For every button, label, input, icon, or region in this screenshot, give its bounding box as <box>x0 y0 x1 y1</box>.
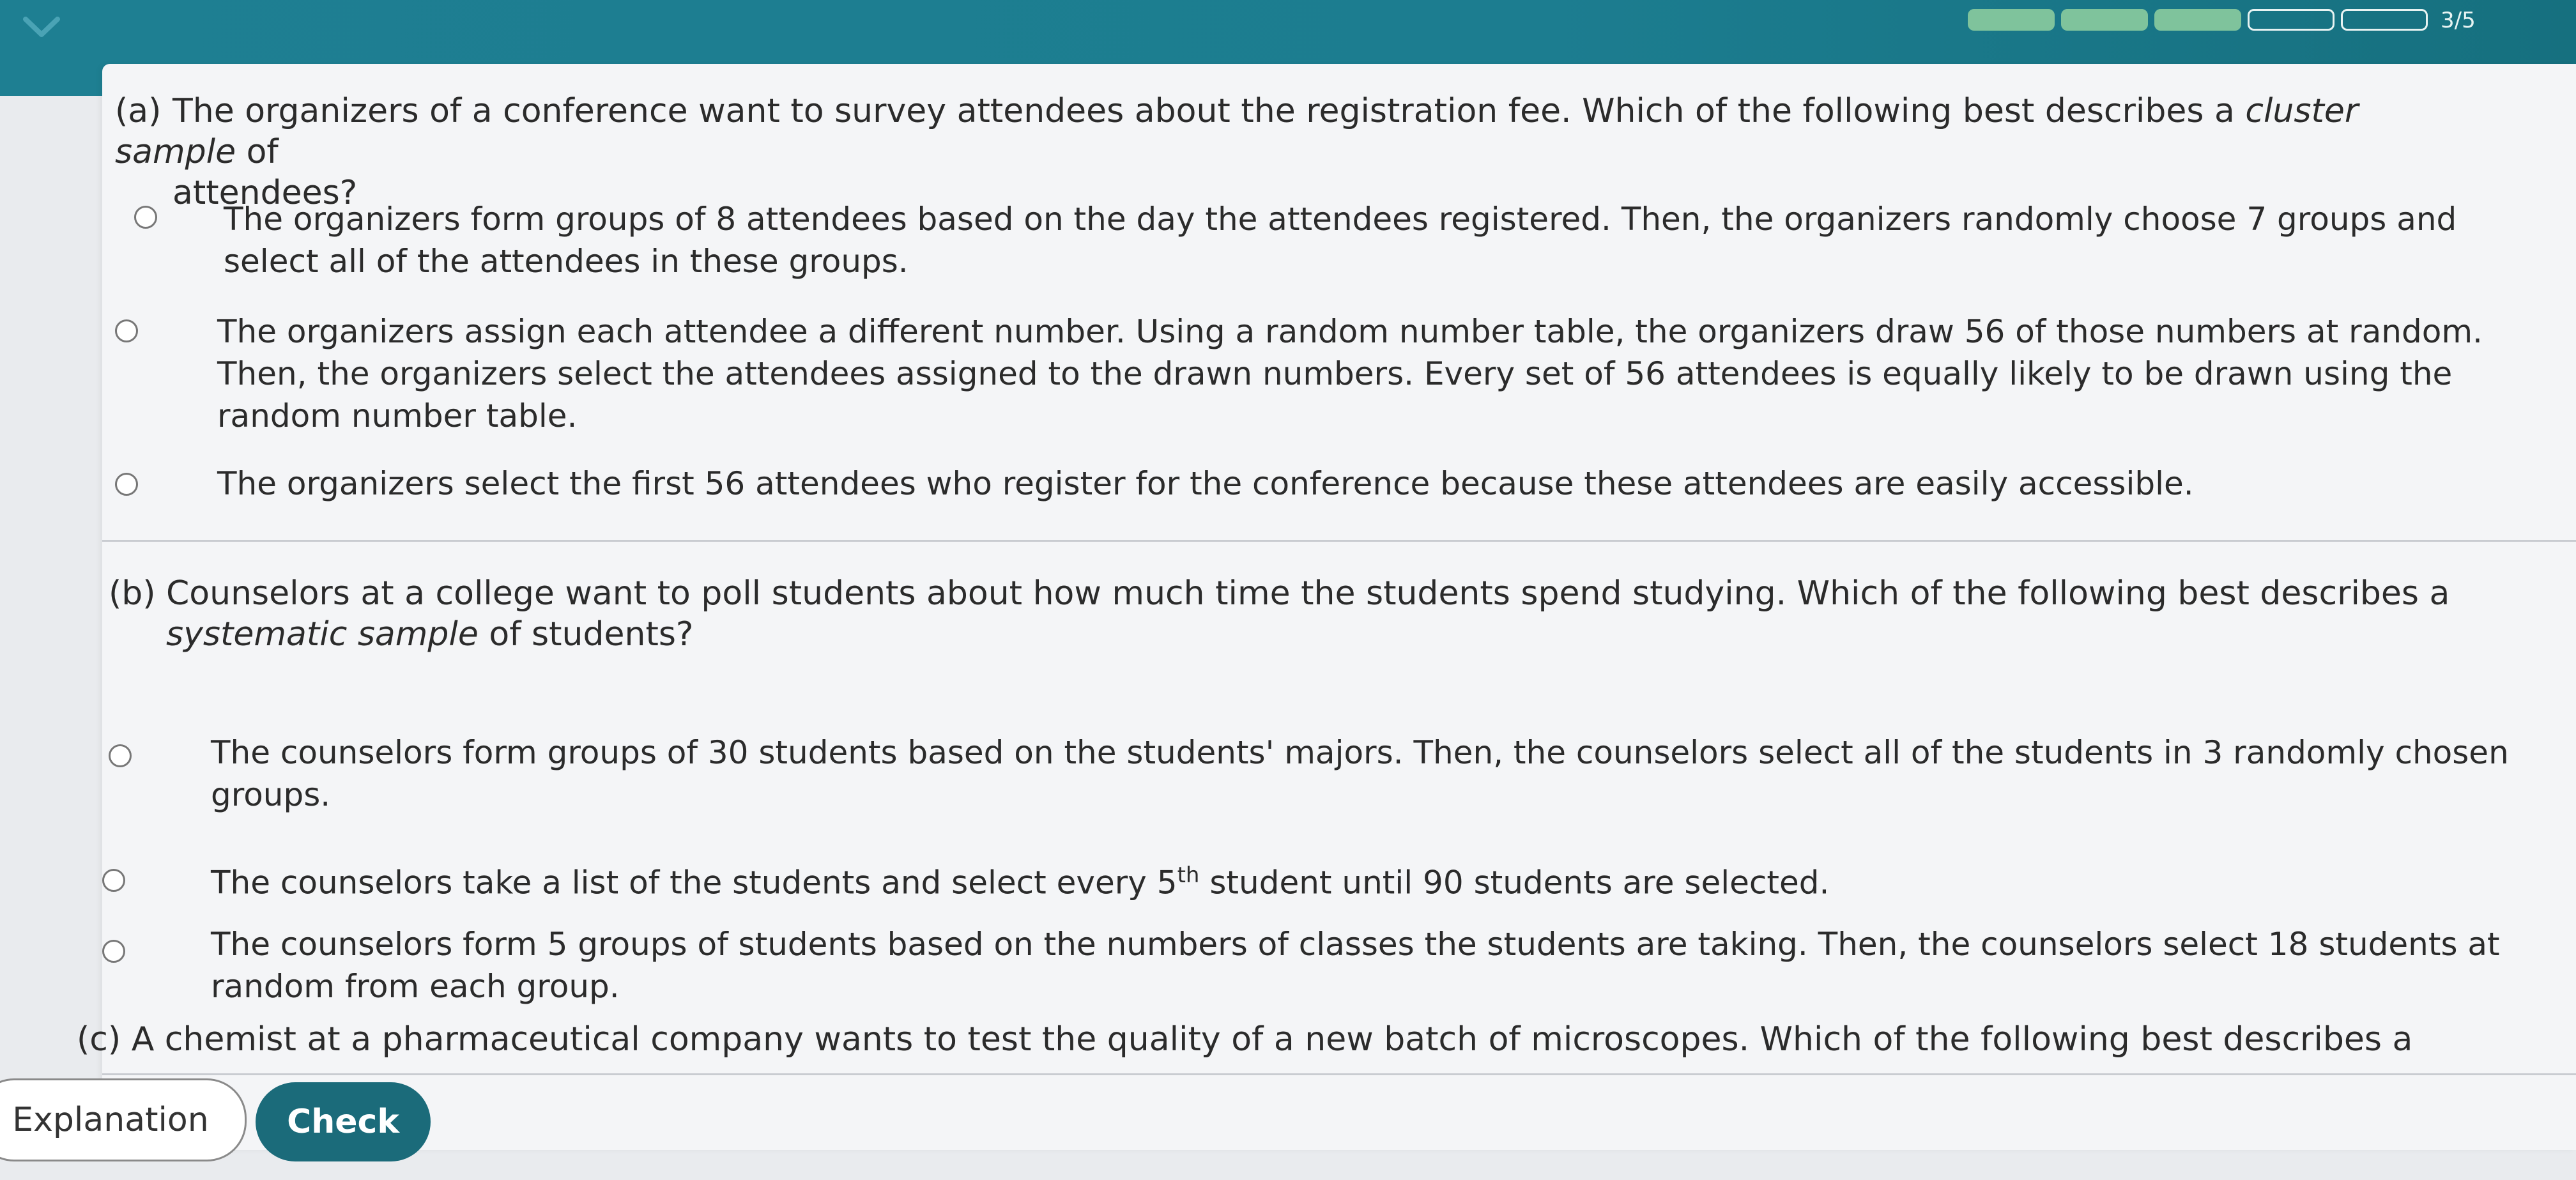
progress-segment <box>1968 9 2055 31</box>
part-a-question: (a) The organizers of a conference want to survey attendees about the registration fee. Which of the following best describes a cluster sample of attendees? <box>115 92 2359 212</box>
part-a-option-2-radio[interactable] <box>115 319 138 342</box>
part-a-option-1-radio[interactable] <box>134 206 157 229</box>
question-card <box>77 64 2576 1150</box>
chevron-down-icon[interactable] <box>19 11 64 43</box>
progress-segment <box>2154 9 2241 31</box>
progress-bar <box>1968 9 2428 31</box>
part-a-option-3-radio[interactable] <box>115 473 138 496</box>
progress-segment <box>2061 9 2148 31</box>
part-a-option-2[interactable]: The organizers assign each attendee a different number. Using a random number table, the organizers draw 56 of those numbers at random. Then, the organizers select the attendees assigned to the drawn numbers. Every set of 56 attendees is equally likely to be drawn using the random number table. <box>217 313 2483 434</box>
part-a-option-1[interactable]: The organizers form groups of 8 attendees based on the day the attendees registered. Then, the organizers randomly choose 7 groups and select all of the attendees in these groups. <box>224 201 2457 280</box>
progress-segment <box>2341 9 2428 31</box>
part-a-option-3[interactable]: The organizers select the first 56 attendees who register for the conference because these attendees are easily accessible. <box>217 465 2194 502</box>
part-b <box>102 540 2576 1075</box>
part-a <box>102 64 2576 542</box>
part-b-question: (b) Counselors at a college want to poll students about how much time the students spend studying. Which of the following best describes a systematic sample of students? <box>109 574 2450 654</box>
part-b-option-2[interactable]: The counselors take a list of the students and select every 5th student until 90 students are selected. <box>211 862 1830 901</box>
part-b-letter: (b) <box>109 574 156 613</box>
check-button[interactable]: Check <box>256 1082 431 1161</box>
progress-counter: 3/5 <box>2441 8 2476 33</box>
part-b-option-3[interactable]: The counselors form 5 groups of students based on the numbers of classes the students are taking. Then, the counselors select 18 students at random from each group. <box>211 926 2500 1005</box>
part-b-option-2-radio[interactable] <box>102 869 125 892</box>
explanation-button[interactable]: Explanation <box>0 1078 247 1161</box>
part-b-option-3-radio[interactable] <box>102 940 125 963</box>
part-b-option-1-radio[interactable] <box>109 744 132 767</box>
part-a-letter: (a) <box>115 92 162 130</box>
progress-segment <box>2248 9 2334 31</box>
part-c-question: (c) A chemist at a pharmaceutical company wants to test the quality of a new batch of microscopes. Which of the following best describes a <box>77 1020 2413 1059</box>
part-b-option-1[interactable]: The counselors form groups of 30 students based on the students' majors. Then, the counselors select all of the students in 3 randomly chosen groups. <box>211 734 2509 813</box>
